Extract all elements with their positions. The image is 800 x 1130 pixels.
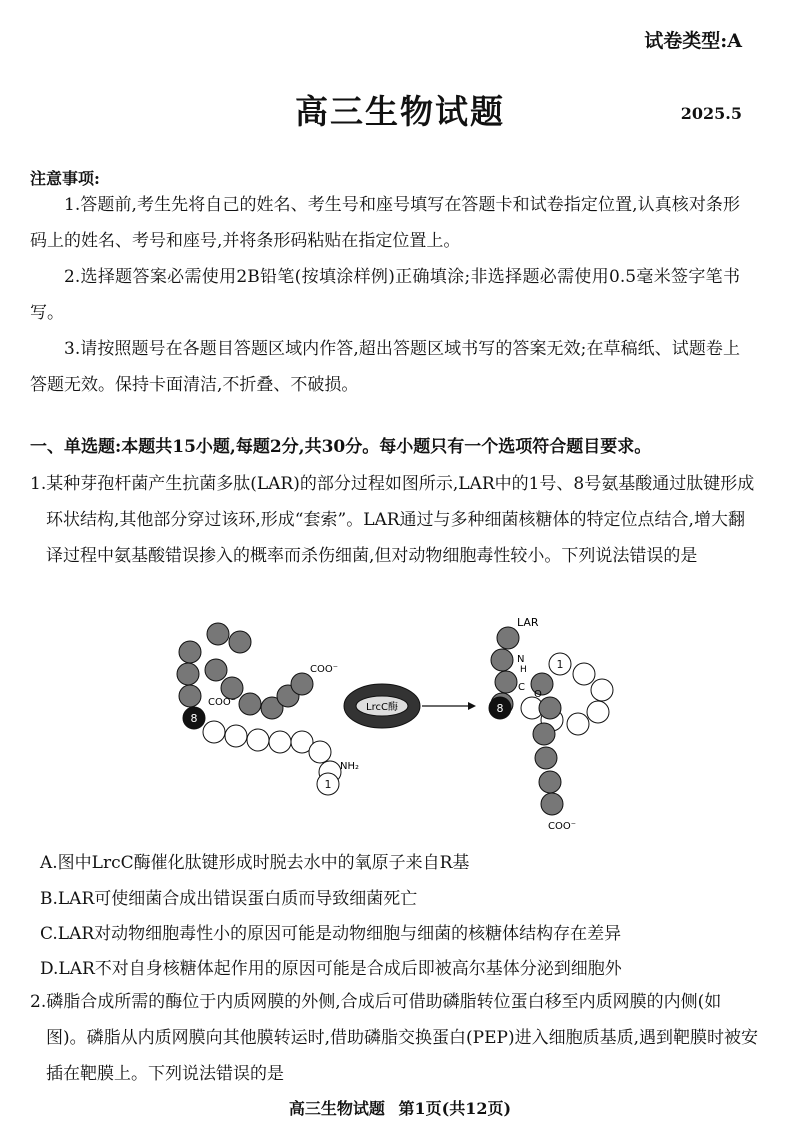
residue-dark-4 [177,663,199,685]
coo-label-bottom: COO⁻ [548,821,577,832]
lasso-dark-1 [497,627,519,649]
residue-dark-2 [229,631,251,653]
footer-subject: 高三生物试题 [288,1099,385,1118]
residue-dark-1 [207,623,229,645]
nh2-label: NH₂ [340,761,360,772]
lasso-residue-8-number: 8 [496,702,504,715]
lasso-ring-3 [587,701,609,723]
lar-label: LAR [517,616,539,629]
lasso-ring-4 [567,713,589,735]
lasso-ring-1 [573,663,595,685]
residue-dark-5 [179,685,201,707]
o-atom-label: O [534,689,542,700]
note-item-2: 2.选择题答案必需使用2B铅笔(按填涂样例)正确填涂;非选择题必需使用0.5毫米签字笔书写。 [30,267,740,323]
notes-heading: 注意事项: [30,169,100,188]
page-title: 高三生物试题 [295,92,505,131]
enzyme-label: LrcC酶 [366,702,398,713]
h-label: H [520,665,527,675]
residue-light-6 [309,741,331,763]
lasso-tail-4 [535,747,557,769]
section-heading: 一、单选题:本题共15小题,每题2分,共30分。每小题只有一个选项符合题目要求。 [30,437,652,457]
question-1-stem: 1.某种芽孢杆菌产生抗菌多肽(LAR)的部分过程如图所示,LAR中的1号、8号氨基酸通过肽键形成环状结构,其他部分穿过该环,形成“套索”。LAR通过与多种细菌核糖体的特定位点结合,增大翻译过程中氨基酸错误掺入的概率而杀伤细菌,但对动物细胞毒性较小。下列说法错误的是 [30,474,755,566]
lasso-tail-6 [541,793,563,815]
lasso-dark-2 [491,649,513,671]
lasso-ring-2 [591,679,613,701]
page-footer [0,1096,800,1119]
q1-option-b: B.LAR可使细菌合成出错误蛋白质而导致细菌死亡 [40,889,418,909]
residue-dark-11 [291,673,313,695]
residue-light-3 [247,729,269,751]
residue-dark-7 [221,677,243,699]
q1-option-d: D.LAR不对自身核糖体起作用的原因可能是合成后即被高尔基体分泌到细胞外 [40,959,622,979]
lasso-peptide-chain [489,627,613,815]
residue-8-number: 8 [190,712,198,725]
coo-label-top: COO⁻ [310,664,339,675]
paper-type: 试卷类型:A [644,30,742,52]
coo-label-side: COO⁻ [208,697,237,708]
note-item-3: 3.请按照题号在各题目答题区域内作答,超出答题区域书写的答案无效;在草稿纸、试题卷上答题无效。保持卡面清洁,不折叠、不破损。 [30,339,740,395]
exam-date: 2025.5 [680,104,742,123]
q1-option-c: C.LAR对动物细胞毒性小的原因可能是动物细胞与细菌的核糖体结构存在差异 [40,924,622,944]
q1-option-a: A.图中LrcC酶催化肽键形成时脱去水中的氧原子来自R基 [40,853,470,873]
residue-dark-6 [205,659,227,681]
residue-light-4 [269,731,291,753]
residue-dark-8 [239,693,261,715]
lasso-residue-1-number: 1 [556,658,564,671]
lasso-tail-5 [539,771,561,793]
residue-light-1 [203,721,225,743]
linear-peptide-chain [177,623,341,795]
residue-dark-3 [179,641,201,663]
arrow-head [468,702,476,710]
lasso-tail-2 [539,697,561,719]
note-item-1: 1.答题前,考生先将自己的姓名、考生号和座号填写在答题卡和试卷指定位置,认真核对条形码上的姓名、考号和座号,并将条形码粘贴在指定位置上。 [30,195,740,251]
lar-figure [160,612,620,837]
question-2-stem: 2.磷脂合成所需的酶位于内质网膜的外侧,合成后可借助磷脂转位蛋白移至内质网膜的内侧(如图)。磷脂从内质网膜向其他膜转运时,借助磷脂交换蛋白(PEP)进入细胞质基质,遇到靶膜时被安插在靶膜上。下列说法错误的是 [30,992,758,1084]
residue-1-number: 1 [324,778,332,791]
lasso-dark-3 [495,671,517,693]
lasso-tail-3 [533,723,555,745]
residue-light-2 [225,725,247,747]
footer-page: 第1页(共12页) [398,1099,512,1118]
c-atom-label: C [518,682,525,693]
nh-label: N [517,654,525,665]
